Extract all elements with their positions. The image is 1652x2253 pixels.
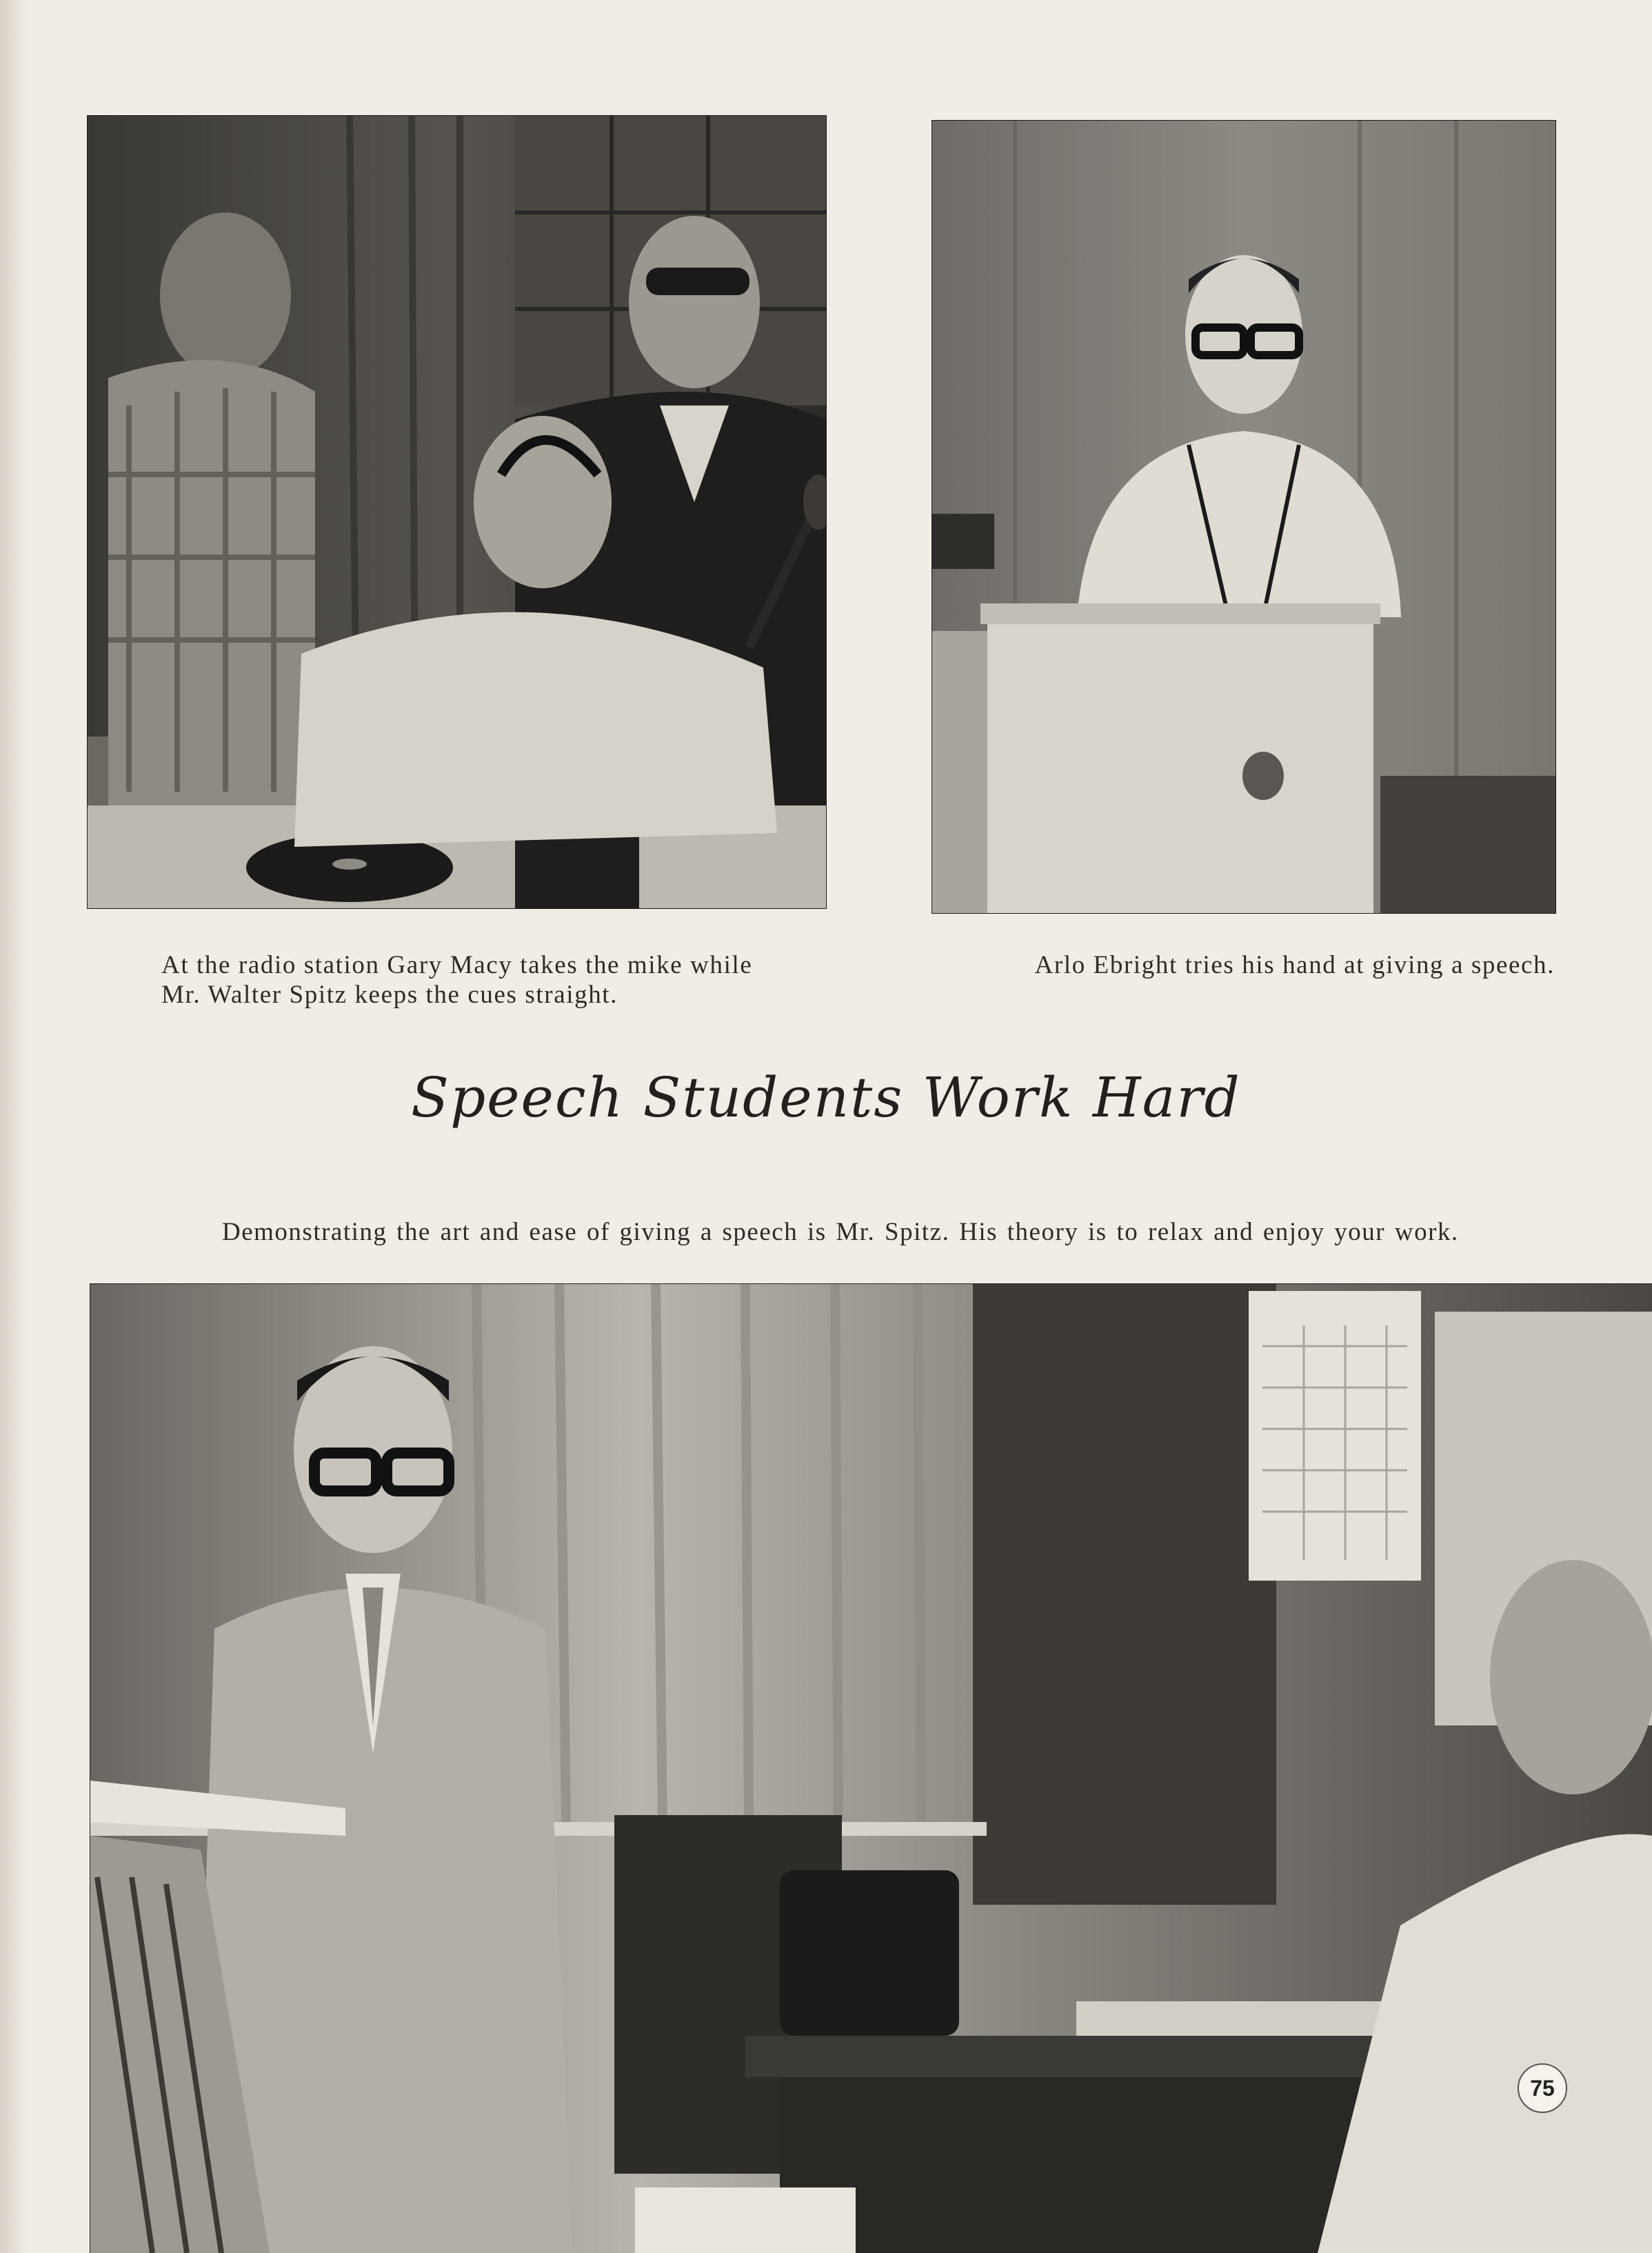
caption-line: Mr. Walter Spitz keeps the cues straight.: [161, 981, 618, 1009]
podium-photo-caption: [969, 950, 1555, 980]
classroom-speech-photo: [90, 1284, 1652, 2253]
radio-station-photo-art: [88, 116, 826, 908]
classroom-photo-caption: Demonstrating the art and ease of giving a speech is Mr. Spitz. His theory is to relax and enjoy your work.: [222, 1218, 1459, 1246]
caption-line: Arlo Ebright tries his hand at giving a speech.: [1034, 951, 1555, 979]
page-title: Speech Students Work Hard: [411, 1065, 1241, 1130]
page-number-badge: 75: [1518, 2063, 1567, 2113]
radio-photo-caption: [161, 950, 823, 1010]
podium-speech-photo: [932, 121, 1555, 913]
radio-station-photo: [88, 116, 826, 908]
classroom-speech-photo-art: [90, 1284, 1652, 2253]
podium-speech-photo-art: [932, 121, 1555, 913]
caption-line: At the radio station Gary Macy takes the mike while: [161, 951, 753, 979]
